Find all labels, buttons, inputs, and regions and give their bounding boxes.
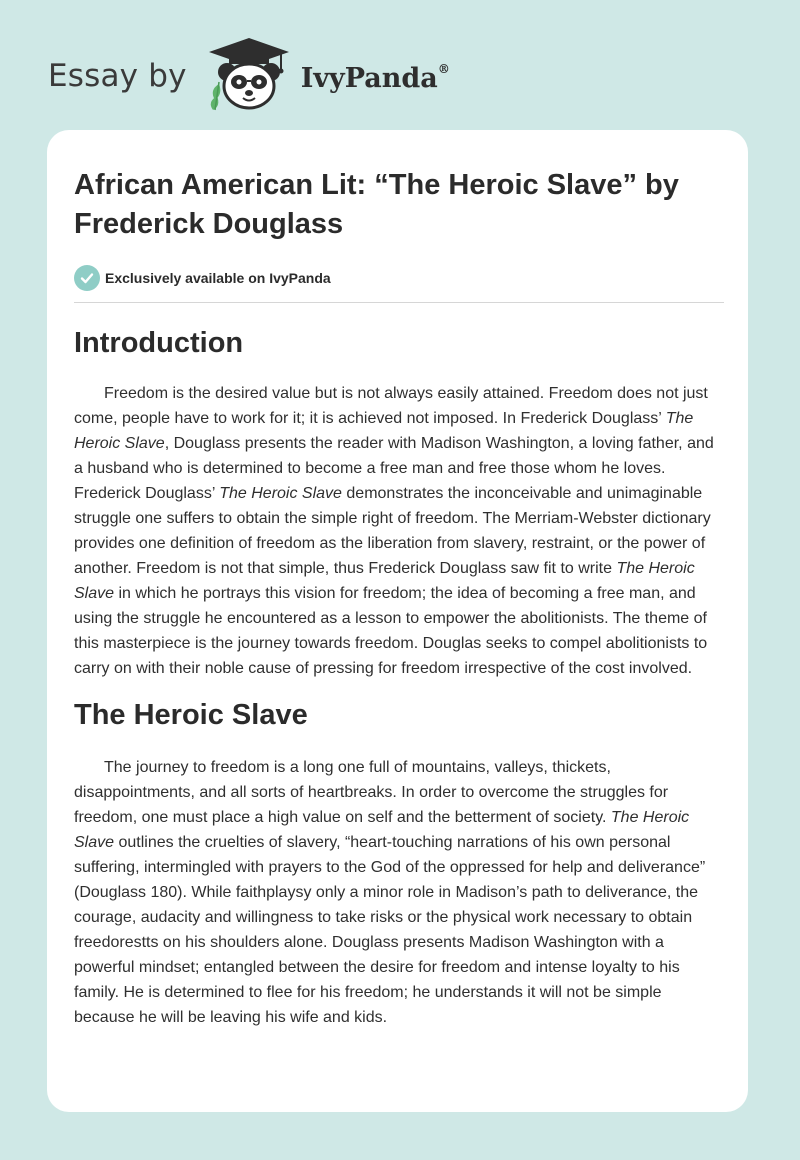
paragraph-heroic-slave: The journey to freedom is a long one full of mountains, valleys, thickets, disappointments, and all sorts of heartbreaks. In order to overcome the struggles for freedom, one must place a high value on self and the betterment of society. The Heroic Slave outlines the cruelties of slavery, “heart-touching narrations of his own personal suffering, intermingled with prayers to the God of the oppressed for help and deliverance” (Douglass 180). While faithplaysy only a minor role in Madison’s path to deliverance, the courage, audacity and willingness to take risks or the physical work necessary to obtain freedorestts on his shoulders alone. Douglass presents Madison Washington with a powerful mindset; entangled between the desire for freedom and intense loyalty to his family. He is determined to flee for his freedom; he understands it will not be simple because he will be leaving his wife and kids. [74,759,706,1026]
exclusive-badge [74,265,724,291]
section-heading-heroic-slave: The Heroic Slave [74,699,308,731]
essay-title: African American Lit: “The Heroic Slave” by Frederick Douglass [74,169,679,240]
divider [74,302,724,303]
exclusive-badge-label: Exclusively available on IvyPanda [105,270,331,286]
site-header [48,34,508,114]
panda-logo-icon[interactable] [201,36,297,112]
check-circle-icon [74,265,100,291]
brand-name[interactable]: IvyPanda® [300,61,450,94]
essay-content [74,166,724,1030]
paragraph-introduction: Freedom is the desired value but is not always easily attained. Freedom does not just come, people have to work for it; it is achieved not imposed. In Frederick Douglass’ The Heroic Slave, Douglass presents the reader with Madison Washington, a loving father, and a husband who is determined to become a free man and free those whom he loves. Frederick Douglass’ The Heroic Slave demonstrates the inconceivable and unimaginable struggle one suffers to obtain the simple right of freedom. The Merriam-Webster dictionary provides one definition of freedom as the liberation from slavery, restraint, or the power of another. Freedom is not that simple, thus Frederick Douglass saw fit to write The Heroic Slave in which he portrays this vision for freedom; the idea of becoming a free man, and using the struggle he encountered as a lesson to empower the abolitionists. The theme of this masterpiece is the journey towards freedom. Douglas seeks to compel abolitionists to carry on with their noble cause of pressing for freedom irrespective of the cost involved. [74,385,714,677]
section-heading-introduction: Introduction [74,327,244,359]
essay-by-label: Essay by [48,58,187,94]
essay-card [47,130,748,1112]
